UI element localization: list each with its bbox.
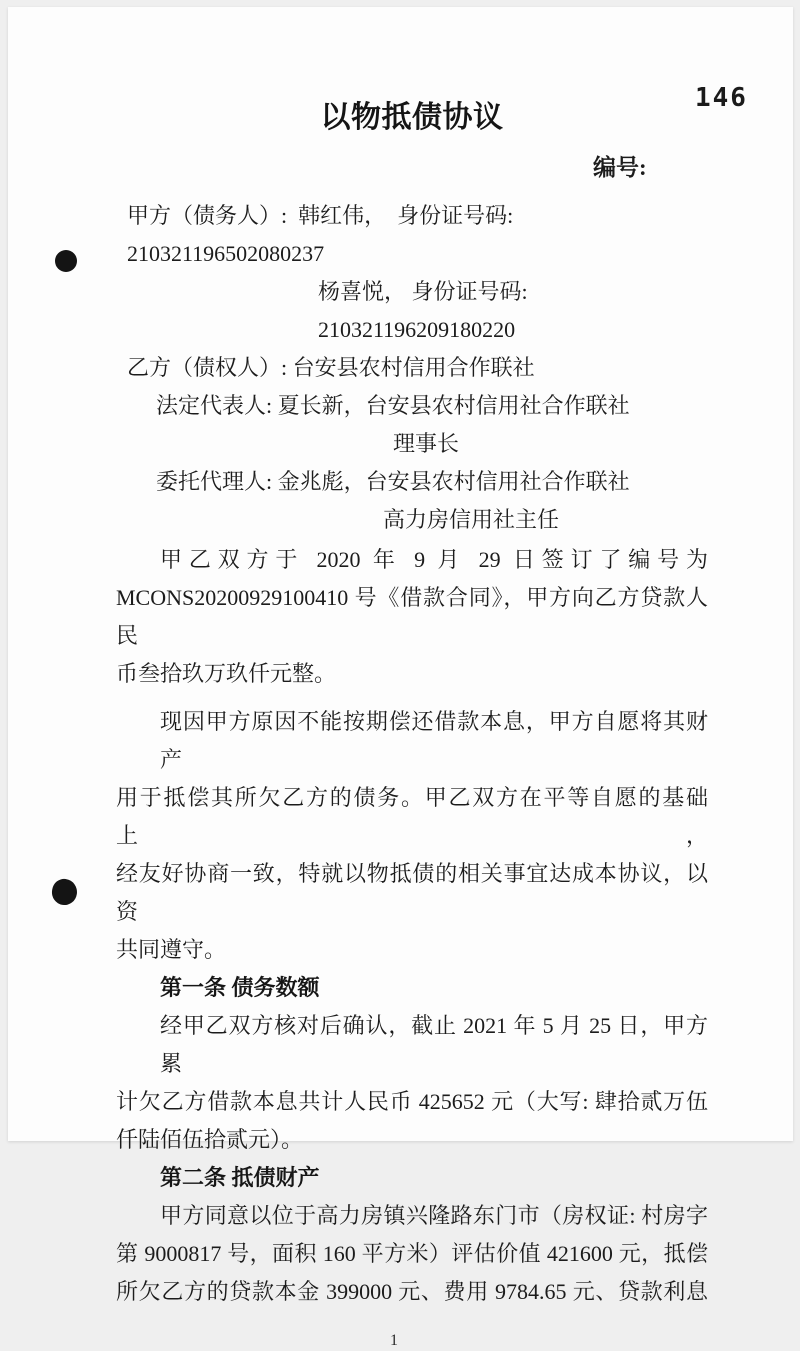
document-title: 以物抵债协议 — [320, 101, 504, 134]
intro-paragraph-line-2: MCONS20200929100410 号《借款合同》，甲方向乙方贷款人民 — [116, 585, 708, 648]
page-stamp-number: 146 — [695, 83, 748, 113]
hole-punch-dot-bottom — [50, 877, 78, 906]
purpose-paragraph-line-1: 现因甲方原因不能按期偿还借款本息，甲方自愿将其财产 — [160, 709, 708, 772]
intro-paragraph-line-3: 币叁拾玖万玖仟元整。 — [116, 661, 337, 686]
article-2-line-3: 所欠乙方的贷款本金 399000 元、费用 9784.65 元、贷款利息 — [116, 1279, 708, 1304]
party-a-line-2: 杨喜悦， 身份证号码: 210321196209180220 — [318, 279, 534, 342]
hole-punch-dot-top — [55, 250, 77, 272]
page-number: 1 — [390, 1332, 398, 1349]
entrusted-agent-title: 高力房信用社主任 — [383, 507, 560, 532]
article-2-line-2: 第 9000817 号，面积 160 平方米）评估价值 421600 元，抵偿 — [116, 1241, 708, 1266]
article-2-line-1: 甲方同意以位于高力房镇兴隆路东门市（房权证: 村房字 — [160, 1203, 708, 1228]
entrusted-agent-line: 委托代理人: 金兆彪，台安县农村信用社合作联社 — [156, 469, 630, 494]
article-1-line-1: 经甲乙双方核对后确认，截止 2021 年 5 月 25 日，甲方累 — [160, 1013, 708, 1076]
article-2-heading: 第二条 抵债财产 — [160, 1165, 320, 1190]
article-1-heading: 第一条 债务数额 — [160, 975, 320, 1000]
purpose-paragraph-line-3: 经友好协商一致，特就以物抵债的相关事宜达成本协议，以资 — [116, 861, 708, 924]
number-label: 编号: — [593, 155, 647, 180]
legal-representative-line: 法定代表人: 夏长新，台安县农村信用社合作联社 — [156, 393, 630, 418]
purpose-paragraph-line-4: 共同遵守。 — [116, 937, 227, 962]
intro-paragraph-line-1: 甲乙双方于 2020 年 9 月 29 日签订了编号为 — [160, 547, 708, 572]
article-1-line-3: 仟陆佰伍拾贰元）。 — [116, 1127, 304, 1152]
legal-representative-title: 理事长 — [393, 431, 460, 456]
document-page — [8, 7, 793, 1349]
article-1-line-2: 计欠乙方借款本息共计人民币 425652 元（大写: 肆拾贰万伍 — [116, 1089, 708, 1114]
document-content — [116, 7, 708, 1351]
purpose-paragraph-line-2: 用于抵偿其所欠乙方的债务。甲乙双方在平等自愿的基础上， — [116, 785, 708, 848]
party-a-line-1: 甲方（债务人）: 韩红伟， 身份证号码: 210321196502080237 — [127, 203, 519, 266]
party-b-line: 乙方（债权人）: 台安县农村信用合作联社 — [127, 355, 535, 380]
